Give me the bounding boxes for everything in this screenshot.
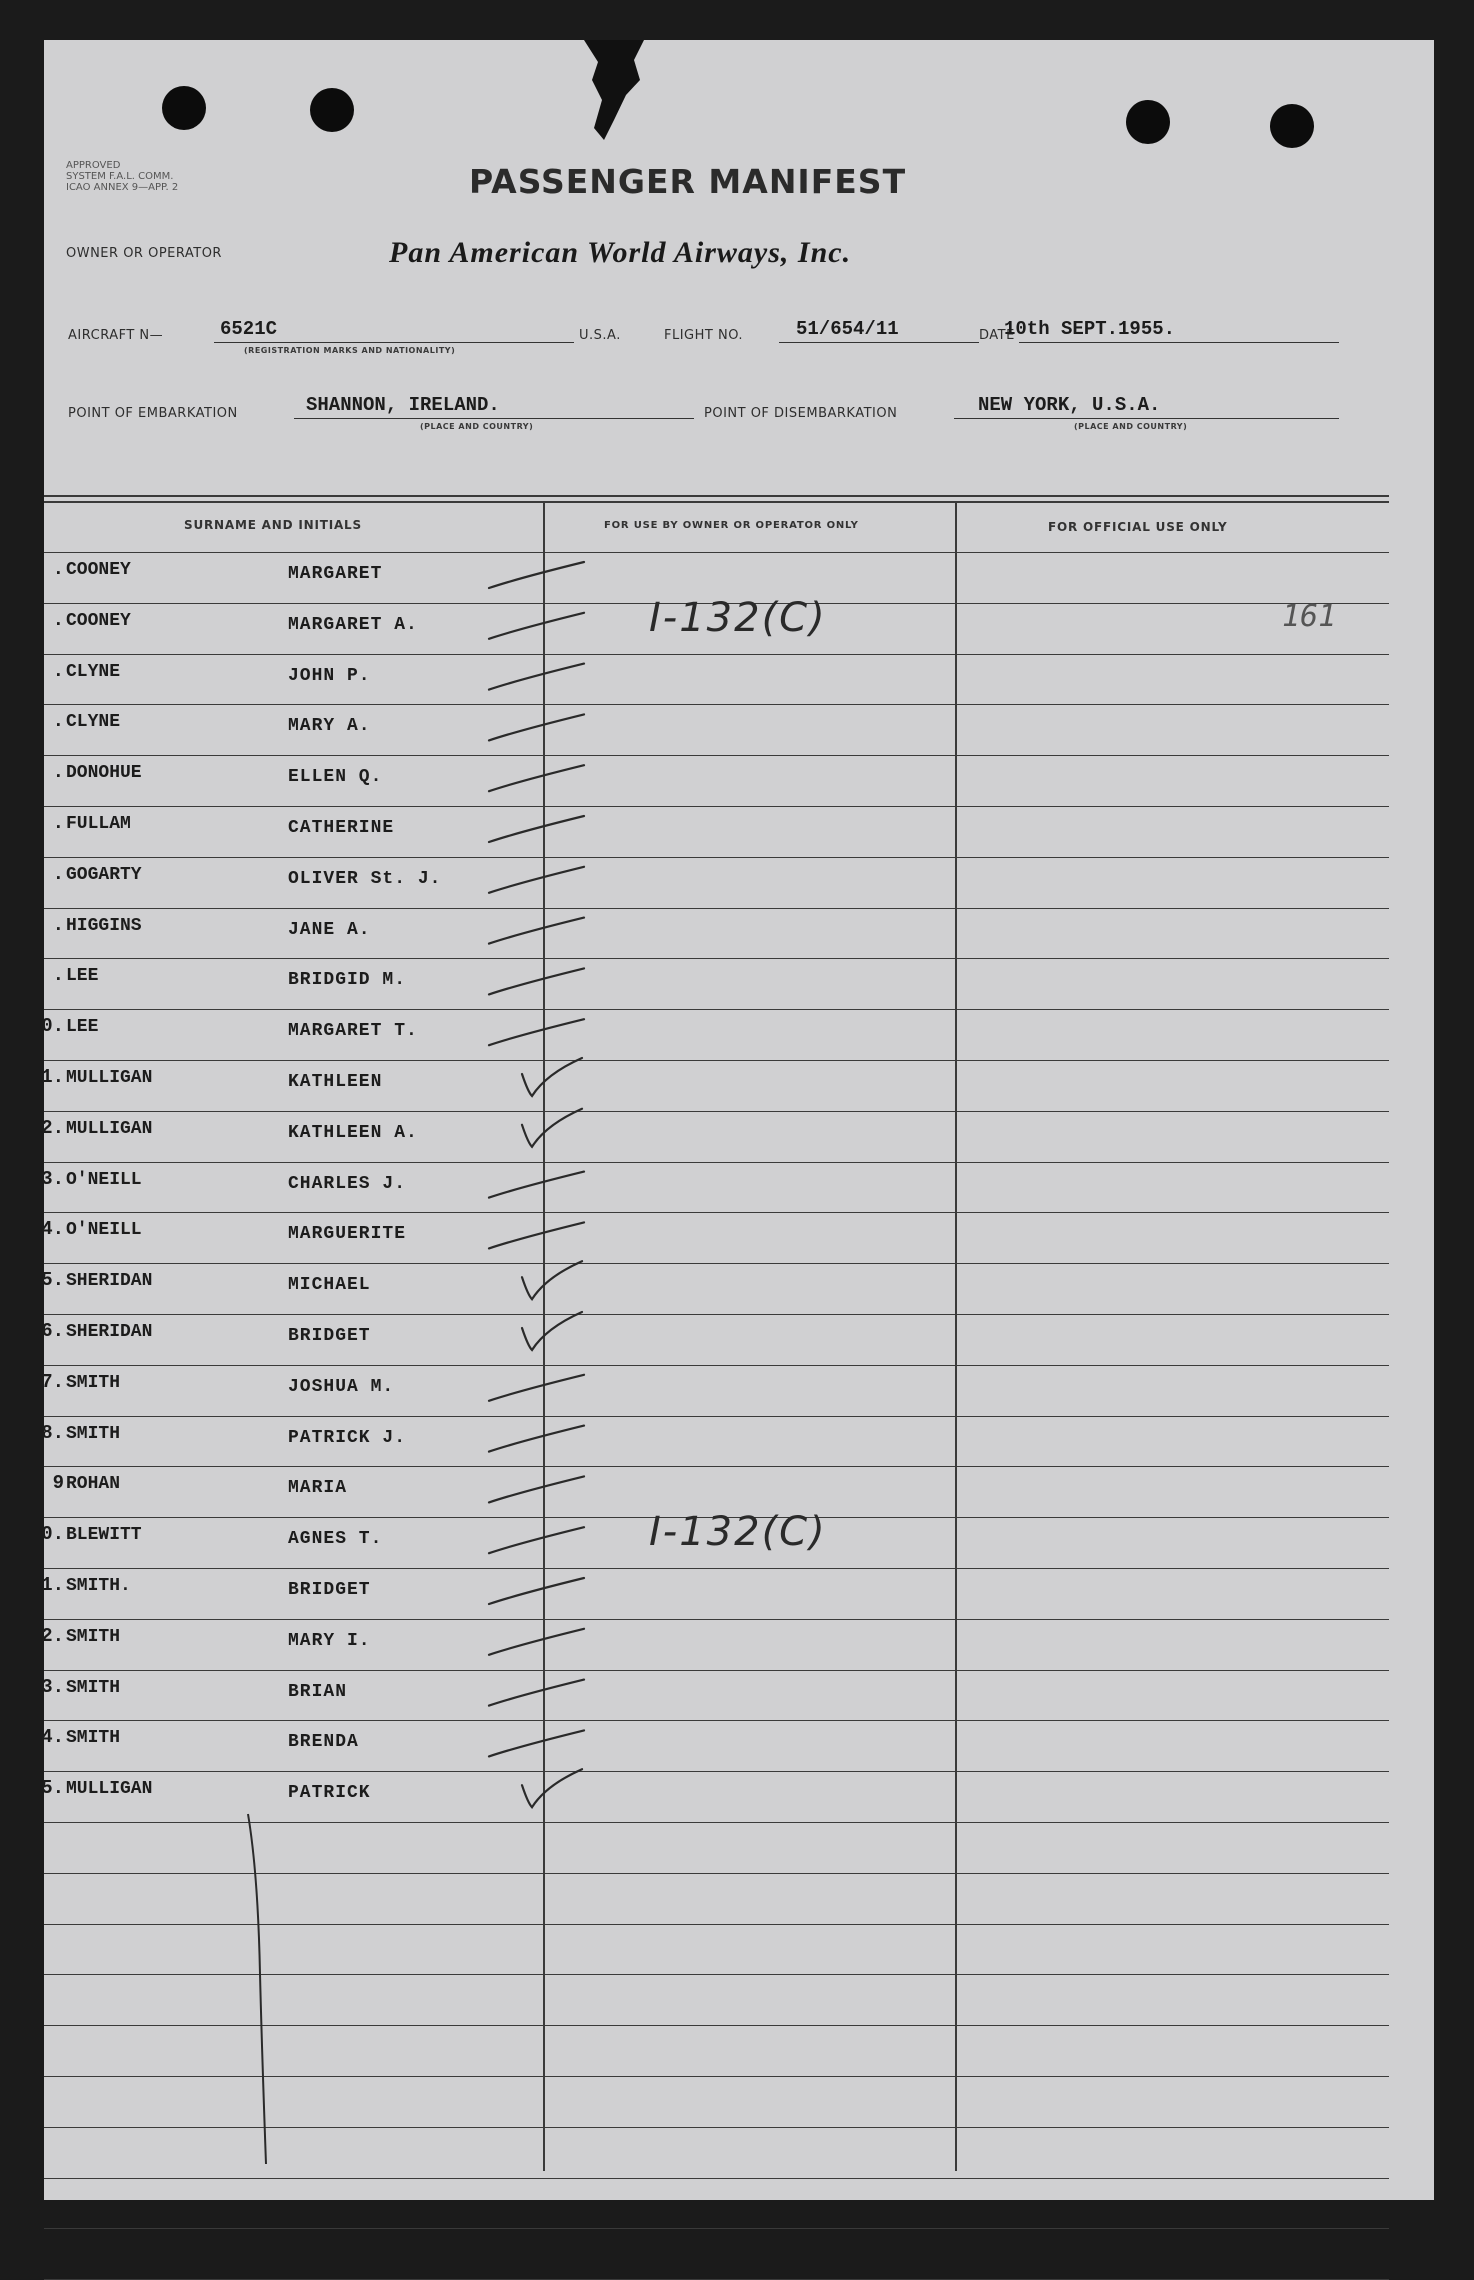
passenger-number: 3.: [41, 1168, 64, 1190]
check-mark: [489, 1476, 584, 1502]
passenger-number: 7.: [41, 1371, 64, 1393]
check-mark: [489, 1172, 584, 1198]
passenger-number: .: [52, 660, 64, 682]
check-mark: [489, 867, 584, 893]
passenger-surname: O'NEILL: [66, 1170, 142, 1190]
check-mark: [489, 1222, 584, 1248]
passenger-number: .: [52, 761, 64, 783]
passenger-surname: SHERIDAN: [66, 1322, 153, 1342]
owner-handwritten-note: I-132(C): [649, 1509, 827, 1555]
check-mark: [522, 1769, 582, 1807]
passenger-surname: COONEY: [66, 611, 131, 631]
passenger-number: 0.: [41, 1015, 64, 1037]
passenger-given-names: PATRICK: [288, 1783, 371, 1803]
passenger-given-names: MICHAEL: [288, 1275, 371, 1295]
disembarkation-caption: (PLACE AND COUNTRY): [1074, 422, 1188, 431]
passenger-number: 1.: [41, 1574, 64, 1596]
passenger-surname: SHERIDAN: [66, 1271, 153, 1291]
passenger-surname: SMITH: [66, 1728, 121, 1748]
row-rule: [44, 2228, 1389, 2229]
passenger-surname: BLEWITT: [66, 1525, 142, 1545]
embarkation-value: SHANNON, IRELAND.: [306, 394, 500, 416]
check-mark: [489, 1578, 584, 1604]
passenger-surname: MULLIGAN: [66, 1119, 153, 1139]
check-mark: [489, 1527, 584, 1553]
passenger-surname: ROHAN: [66, 1474, 121, 1494]
passenger-given-names: BRIAN: [288, 1682, 348, 1702]
passenger-given-names: MARY I.: [288, 1631, 371, 1651]
passenger-given-names: MARGARET T.: [288, 1021, 418, 1041]
flight-label: FLIGHT NO.: [664, 328, 744, 343]
usa-label: U.S.A.: [579, 328, 621, 343]
passenger-number: 3.: [41, 1676, 64, 1698]
passenger-surname: MULLIGAN: [66, 1779, 153, 1799]
passenger-number: .: [52, 964, 64, 986]
passenger-number: 4.: [41, 1726, 64, 1748]
passenger-given-names: KATHLEEN A.: [288, 1123, 418, 1143]
passenger-number: .: [52, 812, 64, 834]
approval-stamp: APPROVED SYSTEM F.A.L. COMM. ICAO ANNEX 9—APP. 2: [66, 160, 179, 193]
check-mark: [489, 562, 584, 588]
disembarkation-label: POINT OF DISEMBARKATION: [704, 406, 898, 421]
passenger-given-names: JOHN P.: [288, 666, 371, 686]
passenger-number: .: [52, 914, 64, 936]
passenger-number: .: [52, 609, 64, 631]
passenger-given-names: MARGARET: [288, 564, 383, 584]
passenger-number: 2.: [41, 1117, 64, 1139]
owner-value: Pan American World Airways, Inc.: [389, 236, 852, 269]
official-count-note: 161: [1282, 599, 1337, 634]
passenger-surname: LEE: [66, 1017, 99, 1037]
check-mark: [489, 816, 584, 842]
passenger-number: 0.: [41, 1523, 64, 1545]
passenger-surname: SMITH: [66, 1627, 121, 1647]
passenger-given-names: AGNES T.: [288, 1529, 383, 1549]
passenger-given-names: JANE A.: [288, 920, 371, 940]
passenger-number: 1.: [41, 1066, 64, 1088]
check-marks: [44, 40, 1434, 2200]
passenger-given-names: BRIDGET: [288, 1580, 371, 1600]
flight-value: 51/654/11: [796, 318, 899, 340]
check-mark: [489, 664, 584, 690]
check-mark: [489, 1629, 584, 1655]
passenger-given-names: CHARLES J.: [288, 1174, 407, 1194]
passenger-given-names: OLIVER St. J.: [288, 869, 442, 889]
column-header-owner: FOR USE BY OWNER OR OPERATOR ONLY: [604, 520, 859, 531]
passenger-surname: CLYNE: [66, 662, 121, 682]
passenger-surname: FULLAM: [66, 814, 131, 834]
passenger-surname: COONEY: [66, 560, 131, 580]
disembarkation-value: NEW YORK, U.S.A.: [978, 394, 1161, 416]
check-mark: [522, 1261, 582, 1299]
passenger-number: 8.: [41, 1422, 64, 1444]
passenger-given-names: CATHERINE: [288, 818, 395, 838]
column-header-official: FOR OFFICIAL USE ONLY: [1048, 520, 1228, 534]
passenger-number: 5.: [41, 1777, 64, 1799]
check-mark: [489, 1375, 584, 1401]
embarkation-label: POINT OF EMBARKATION: [68, 406, 238, 421]
passenger-given-names: BRIDGID M.: [288, 970, 407, 990]
aircraft-value: 6521C: [220, 318, 278, 340]
passenger-number: 9: [52, 1472, 64, 1494]
check-mark: [522, 1109, 582, 1147]
passenger-surname: HIGGINS: [66, 916, 142, 936]
check-mark: [489, 765, 584, 791]
passenger-surname: O'NEILL: [66, 1220, 142, 1240]
column-header-surname: SURNAME AND INITIALS: [184, 518, 362, 532]
passenger-given-names: BRENDA: [288, 1732, 359, 1752]
passenger-surname: MULLIGAN: [66, 1068, 153, 1088]
registration-caption: (REGISTRATION MARKS AND NATIONALITY): [244, 346, 456, 355]
passenger-given-names: MARIA: [288, 1478, 348, 1498]
owner-label: OWNER OR OPERATOR: [66, 246, 222, 261]
check-mark: [489, 968, 584, 994]
passenger-surname: CLYNE: [66, 712, 121, 732]
passenger-surname: LEE: [66, 966, 99, 986]
passenger-given-names: KATHLEEN: [288, 1072, 383, 1092]
check-mark: [489, 1680, 584, 1706]
passenger-given-names: MARGARET A.: [288, 615, 418, 635]
page-title: PASSENGER MANIFEST: [469, 162, 907, 201]
owner-handwritten-note: I-132(C): [649, 595, 827, 641]
pen-stroke: [248, 1814, 266, 2164]
check-mark: [489, 714, 584, 740]
passenger-given-names: JOSHUA M.: [288, 1377, 395, 1397]
check-mark: [489, 1019, 584, 1045]
passenger-surname: SMITH: [66, 1373, 121, 1393]
aircraft-label: AIRCRAFT N—: [68, 328, 164, 343]
passenger-given-names: MARGUERITE: [288, 1224, 407, 1244]
passenger-surname: SMITH.: [66, 1576, 131, 1596]
passenger-given-names: MARY A.: [288, 716, 371, 736]
passenger-number: .: [52, 710, 64, 732]
check-mark: [489, 918, 584, 944]
passenger-number: 4.: [41, 1218, 64, 1240]
check-mark: [489, 1730, 584, 1756]
check-mark: [489, 1426, 584, 1452]
passenger-number: 2.: [41, 1625, 64, 1647]
check-mark: [522, 1058, 582, 1096]
passenger-given-names: PATRICK J.: [288, 1428, 407, 1448]
check-mark: [522, 1312, 582, 1350]
passenger-number: 6.: [41, 1320, 64, 1342]
date-label: DATE: [979, 328, 1015, 343]
passenger-number: .: [52, 863, 64, 885]
passenger-given-names: ELLEN Q.: [288, 767, 383, 787]
passenger-surname: GOGARTY: [66, 865, 142, 885]
passenger-number: 5.: [41, 1269, 64, 1291]
embarkation-caption: (PLACE AND COUNTRY): [420, 422, 534, 431]
manifest-sheet: [41, 40, 1434, 2200]
passenger-surname: SMITH: [66, 1678, 121, 1698]
passenger-surname: DONOHUE: [66, 763, 142, 783]
passenger-number: .: [52, 558, 64, 580]
passenger-given-names: BRIDGET: [288, 1326, 371, 1346]
date-value: 10th SEPT.1955.: [1004, 318, 1176, 340]
check-mark: [489, 613, 584, 639]
passenger-surname: SMITH: [66, 1424, 121, 1444]
